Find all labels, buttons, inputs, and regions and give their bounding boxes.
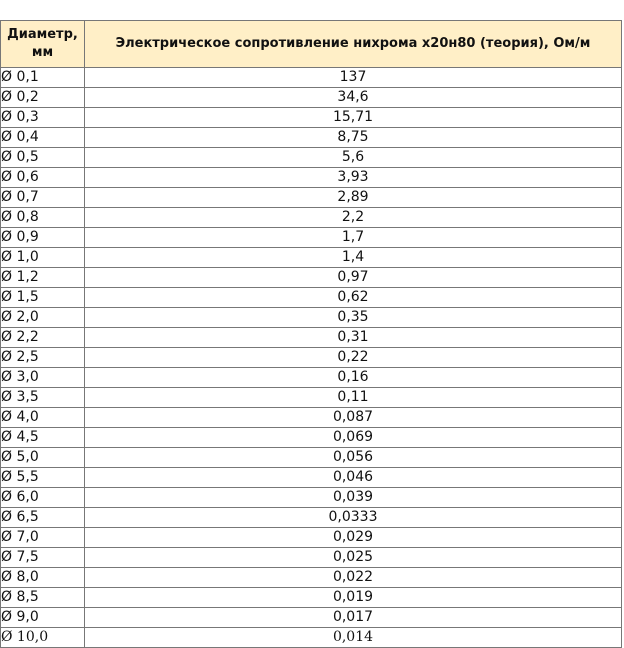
resistance-cell: 2,89 [85,188,622,208]
table-row [1,528,622,548]
resistance-cell: 0,022 [85,568,622,588]
header-row [1,21,622,68]
table-row [1,428,622,448]
table-body [1,68,622,648]
diameter-cell: Ø 3,0 [1,368,85,388]
diameter-cell: Ø 1,0 [1,248,85,268]
diameter-cell: Ø 6,0 [1,488,85,508]
table-row [1,488,622,508]
diameter-cell: Ø 7,0 [1,528,85,548]
header-diameter: Диаметр, мм [1,21,85,68]
resistance-cell: 0,62 [85,288,622,308]
diameter-cell: Ø 10,0 [1,628,85,648]
table-header [1,21,622,68]
diameter-cell: Ø 5,5 [1,468,85,488]
diameter-cell: Ø 1,5 [1,288,85,308]
resistance-cell: 5,6 [85,148,622,168]
diameter-cell: Ø 6,5 [1,508,85,528]
resistance-cell: 0,046 [85,468,622,488]
diameter-cell: Ø 0,3 [1,108,85,128]
table-row [1,128,622,148]
table-row [1,188,622,208]
resistance-cell: 0,017 [85,608,622,628]
diameter-cell: Ø 2,5 [1,348,85,368]
resistance-cell: 0,35 [85,308,622,328]
diameter-cell: Ø 0,9 [1,228,85,248]
table-row [1,288,622,308]
table-row [1,588,622,608]
resistance-cell: 0,97 [85,268,622,288]
resistance-cell: 0,014 [85,628,622,648]
table-row [1,108,622,128]
resistance-cell: 0,087 [85,408,622,428]
table-row [1,68,622,88]
table-row [1,248,622,268]
resistance-cell: 137 [85,68,622,88]
table-row [1,348,622,368]
table-row [1,608,622,628]
header-resistance: Электрическое сопротивление нихрома х20н80 (теория), Ом/м [85,21,622,68]
diameter-cell: Ø 0,5 [1,148,85,168]
diameter-cell: Ø 4,5 [1,428,85,448]
diameter-cell: Ø 2,0 [1,308,85,328]
resistance-cell: 0,22 [85,348,622,368]
table-row [1,88,622,108]
resistance-cell: 0,0333 [85,508,622,528]
table-row [1,388,622,408]
table-container [0,20,621,648]
diameter-cell: Ø 0,8 [1,208,85,228]
resistance-cell: 8,75 [85,128,622,148]
resistance-cell: 0,069 [85,428,622,448]
table-row [1,628,622,648]
resistance-cell: 1,7 [85,228,622,248]
diameter-cell: Ø 5,0 [1,448,85,468]
table-row [1,548,622,568]
diameter-cell: Ø 0,4 [1,128,85,148]
table-row [1,168,622,188]
diameter-cell: Ø 7,5 [1,548,85,568]
diameter-cell: Ø 0,1 [1,68,85,88]
diameter-cell: Ø 0,7 [1,188,85,208]
resistance-cell: 1,4 [85,248,622,268]
table-row [1,268,622,288]
table-row [1,368,622,388]
diameter-cell: Ø 0,2 [1,88,85,108]
resistance-cell: 0,31 [85,328,622,348]
table-row [1,408,622,428]
diameter-cell: Ø 8,0 [1,568,85,588]
diameter-cell: Ø 0,6 [1,168,85,188]
table-row [1,468,622,488]
table-row [1,308,622,328]
diameter-cell: Ø 4,0 [1,408,85,428]
diameter-cell: Ø 9,0 [1,608,85,628]
resistance-cell: 34,6 [85,88,622,108]
resistance-cell: 0,025 [85,548,622,568]
resistance-cell: 15,71 [85,108,622,128]
diameter-cell: Ø 1,2 [1,268,85,288]
table-row [1,148,622,168]
resistance-cell: 0,039 [85,488,622,508]
resistance-table [0,20,622,648]
diameter-cell: Ø 3,5 [1,388,85,408]
resistance-cell: 0,029 [85,528,622,548]
table-row [1,328,622,348]
resistance-cell: 0,056 [85,448,622,468]
table-row [1,448,622,468]
resistance-cell: 0,019 [85,588,622,608]
table-row [1,228,622,248]
diameter-cell: Ø 8,5 [1,588,85,608]
table-row [1,508,622,528]
table-row [1,208,622,228]
resistance-cell: 0,16 [85,368,622,388]
resistance-cell: 0,11 [85,388,622,408]
resistance-cell: 3,93 [85,168,622,188]
resistance-cell: 2,2 [85,208,622,228]
diameter-cell: Ø 2,2 [1,328,85,348]
table-row [1,568,622,588]
